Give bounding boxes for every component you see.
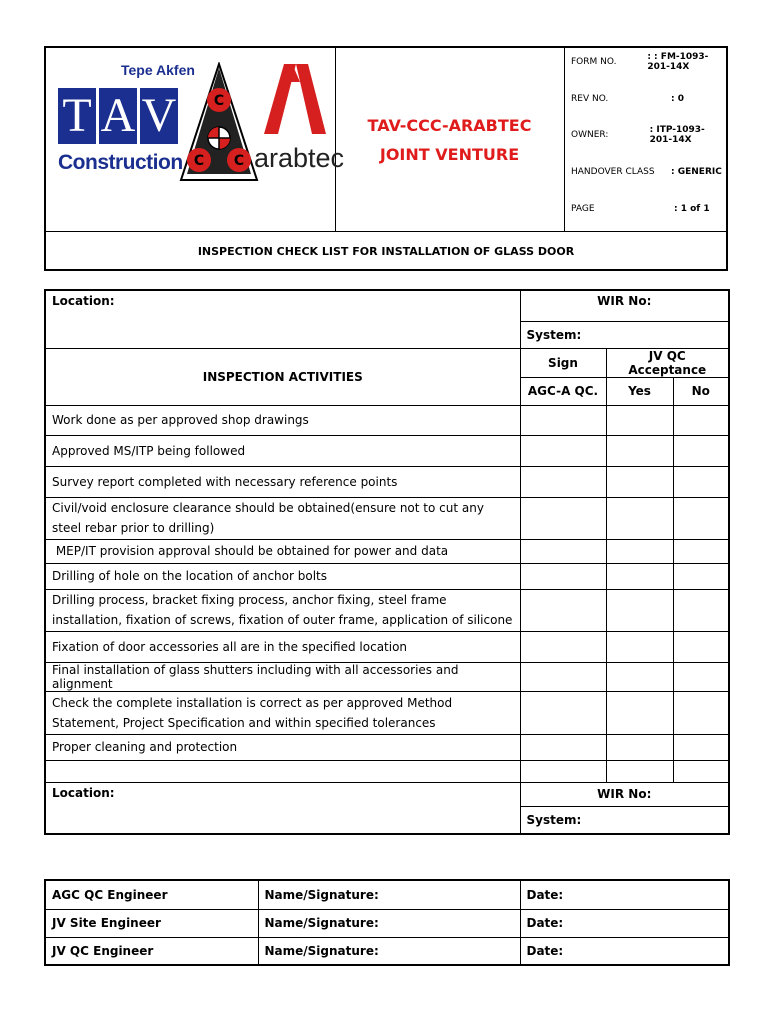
sign-cell[interactable] xyxy=(520,466,606,497)
tav-logo-tagline: Tepe Akfen xyxy=(121,62,195,78)
yes-cell[interactable] xyxy=(606,563,673,589)
activity-row xyxy=(45,539,729,563)
info-label: REV NO. xyxy=(571,94,609,104)
checklist-title: INSPECTION CHECK LIST FOR INSTALLATION OF GLASS DOOR xyxy=(46,231,726,270)
activity-row xyxy=(45,466,729,497)
sign-header: Sign xyxy=(520,348,606,377)
activity-text: Check the complete installation is correct as per approved Method Statement, Project Specification and within specified tolerances xyxy=(45,691,520,734)
info-row-owner xyxy=(564,125,726,145)
activity-row xyxy=(45,631,729,662)
no-cell[interactable] xyxy=(673,760,729,782)
tav-logo-letter-a: A xyxy=(100,89,136,142)
ccc-logo-letter-left: C xyxy=(193,153,205,169)
sign-cell[interactable] xyxy=(520,631,606,662)
footer-wir-no-cell[interactable]: WIR No: xyxy=(520,782,729,806)
no-cell[interactable] xyxy=(673,563,729,589)
activities-header: INSPECTION ACTIVITIES xyxy=(45,348,520,405)
no-cell[interactable] xyxy=(673,589,729,631)
jv-qc-acceptance-header: JV QC Acceptance xyxy=(606,348,729,377)
info-row-page xyxy=(564,199,726,219)
no-cell[interactable] xyxy=(673,405,729,435)
activity-text: Approved MS/ITP being followed xyxy=(45,435,520,466)
sign-cell[interactable] xyxy=(520,497,606,539)
table-row xyxy=(45,290,729,321)
no-cell[interactable] xyxy=(673,662,729,691)
no-cell[interactable] xyxy=(673,466,729,497)
activity-text: Proper cleaning and protection xyxy=(45,734,520,760)
sign-cell[interactable] xyxy=(520,691,606,734)
sign-cell[interactable] xyxy=(520,405,606,435)
ccc-logo-letter-right: C xyxy=(233,153,245,169)
signoff-role: AGC QC Engineer xyxy=(45,880,258,909)
activity-row xyxy=(45,563,729,589)
activity-row xyxy=(45,435,729,466)
sign-cell[interactable] xyxy=(520,563,606,589)
activity-text: Work done as per approved shop drawings xyxy=(45,405,520,435)
sign-cell[interactable] xyxy=(520,589,606,631)
info-label: OWNER: xyxy=(571,130,609,140)
info-label: HANDOVER CLASS xyxy=(571,167,655,177)
footer-system-cell[interactable]: System: xyxy=(520,806,729,834)
activity-row xyxy=(45,589,729,631)
signoff-role: JV Site Engineer xyxy=(45,909,258,937)
signoff-name-signature[interactable]: Name/Signature: xyxy=(258,880,520,909)
sign-cell[interactable] xyxy=(520,539,606,563)
tav-logo-wordmark: Construction xyxy=(58,151,183,174)
signoff-date[interactable]: Date: xyxy=(520,909,729,937)
yes-cell[interactable] xyxy=(606,662,673,691)
yes-cell[interactable] xyxy=(606,734,673,760)
info-value: : GENERIC xyxy=(671,167,722,177)
sign-cell[interactable] xyxy=(520,662,606,691)
signoff-date[interactable]: Date: xyxy=(520,937,729,965)
sign-cell[interactable] xyxy=(520,435,606,466)
yes-cell[interactable] xyxy=(606,691,673,734)
tav-logo-letter-t: T xyxy=(58,88,96,144)
yes-cell[interactable] xyxy=(606,760,673,782)
signoff-name-signature[interactable]: Name/Signature: xyxy=(258,909,520,937)
signoff-row xyxy=(45,937,729,965)
signoff-date[interactable]: Date: xyxy=(520,880,729,909)
activity-text: Drilling of hole on the location of anchor bolts xyxy=(45,563,520,589)
yes-cell[interactable] xyxy=(606,466,673,497)
activity-text: Survey report completed with necessary reference points xyxy=(45,466,520,497)
activity-row xyxy=(45,760,729,782)
activity-text: Final installation of glass shutters including with all accessories and alignment xyxy=(45,662,520,691)
tav-logo-letter-v: V xyxy=(141,89,177,142)
no-cell[interactable] xyxy=(673,497,729,539)
footer-location-cell[interactable]: Location: xyxy=(45,782,520,834)
sign-cell[interactable] xyxy=(520,760,606,782)
activity-text: Drilling process, bracket fixing process, anchor fixing, steel frame installation, fixation of screws, fixation of outer frame, application of silicone xyxy=(45,589,520,631)
activity-text: Civil/void enclosure clearance should be obtained(ensure not to cut any steel rebar prior to drilling) xyxy=(45,497,520,539)
logo-area xyxy=(46,48,345,231)
yes-cell[interactable] xyxy=(606,539,673,563)
location-cell[interactable]: Location: xyxy=(45,290,520,348)
info-label: PAGE xyxy=(571,204,595,214)
no-cell[interactable] xyxy=(673,691,729,734)
info-label: FORM NO. xyxy=(571,57,617,67)
info-value: : ITP-1093-201-14X xyxy=(649,125,705,145)
jv-title-line-2: JOINT VENTURE xyxy=(379,144,520,164)
activity-text: MEP/IT provision approval should be obtained for power and data xyxy=(45,539,520,563)
info-value: : 0 xyxy=(671,94,684,104)
info-value: : : FM-1093-201-14X xyxy=(647,52,709,72)
signoff-table xyxy=(44,879,730,966)
inspection-table xyxy=(44,289,730,835)
no-cell[interactable] xyxy=(673,631,729,662)
arabtec-logo-mark xyxy=(256,62,330,142)
info-row-rev-no xyxy=(564,89,726,109)
yes-cell[interactable] xyxy=(606,631,673,662)
ccc-logo-letter-top: C xyxy=(213,93,225,109)
no-cell[interactable] xyxy=(673,539,729,563)
no-cell[interactable] xyxy=(673,734,729,760)
ccc-logo xyxy=(179,62,259,184)
yes-cell[interactable] xyxy=(606,497,673,539)
activity-row xyxy=(45,734,729,760)
joint-venture-title xyxy=(335,48,565,231)
yes-cell[interactable] xyxy=(606,405,673,435)
yes-cell[interactable] xyxy=(606,435,673,466)
activity-row xyxy=(45,405,729,435)
activity-text: Fixation of door accessories all are in the specified location xyxy=(45,631,520,662)
signoff-row xyxy=(45,880,729,909)
signoff-name-signature[interactable]: Name/Signature: xyxy=(258,937,520,965)
info-row-handover-class xyxy=(564,162,726,182)
wir-no-cell[interactable]: WIR No: xyxy=(520,290,729,321)
table-row xyxy=(45,782,729,806)
signoff-role: JV QC Engineer xyxy=(45,937,258,965)
form-info-panel xyxy=(564,48,726,231)
jv-title-line-1: TAV-CCC-ARABTEC xyxy=(367,115,532,135)
info-row-form-no xyxy=(564,52,726,72)
info-value: : 1 of 1 xyxy=(674,204,710,214)
signoff-row xyxy=(45,909,729,937)
yes-header: Yes xyxy=(606,377,673,405)
activity-text xyxy=(45,760,520,782)
form-header xyxy=(44,46,728,271)
yes-cell[interactable] xyxy=(606,589,673,631)
activity-row xyxy=(45,662,729,691)
no-cell[interactable] xyxy=(673,435,729,466)
table-row xyxy=(45,348,729,377)
agc-qc-header: AGC-A QC. xyxy=(520,377,606,405)
no-header: No xyxy=(673,377,729,405)
activity-row xyxy=(45,691,729,734)
sign-cell[interactable] xyxy=(520,734,606,760)
activity-row xyxy=(45,497,729,539)
arabtec-logo-wordmark: arabtec xyxy=(254,143,345,173)
system-cell[interactable]: System: xyxy=(520,321,729,348)
